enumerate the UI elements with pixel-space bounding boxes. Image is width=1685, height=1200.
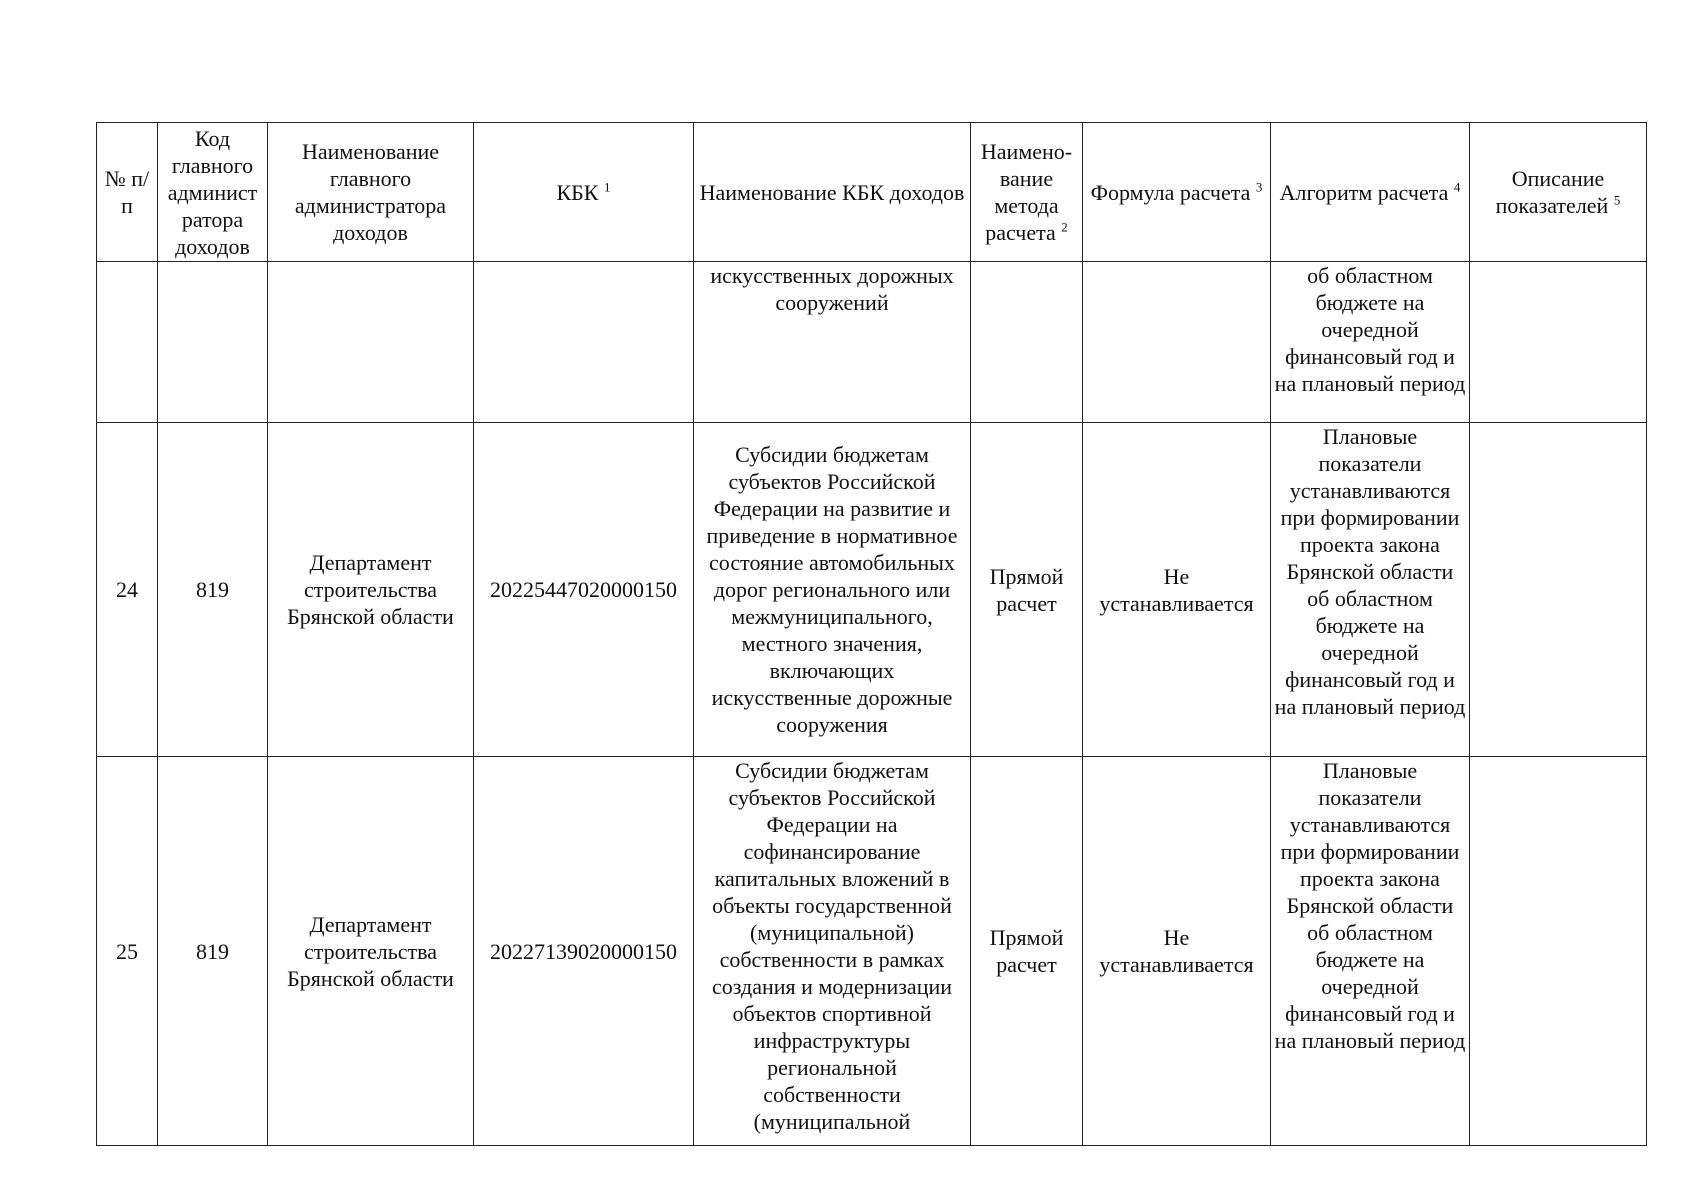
cell-formula: Не устанавливается xyxy=(1083,757,1271,1146)
header-admin-code: Код главного админист ратора доходов xyxy=(158,123,268,262)
header-description: Описание показателей $^5$ xyxy=(1470,123,1647,262)
footnote-1: 1 xyxy=(603,179,611,195)
cell-description xyxy=(1470,262,1647,423)
cell-admin-code: 819 xyxy=(158,757,268,1146)
cell-kbk: 20227139020000150 xyxy=(474,757,694,1146)
header-kbk: КБК $^1$ xyxy=(474,123,694,262)
header-algorithm: Алгоритм расчета $^4$ xyxy=(1271,123,1470,262)
cell-num xyxy=(97,262,158,423)
cell-kbk: 20225447020000150 xyxy=(474,423,694,757)
cell-num: 25 xyxy=(97,757,158,1146)
cell-description xyxy=(1470,423,1647,757)
footnote-4: 4 xyxy=(1453,179,1461,195)
cell-admin-code xyxy=(158,262,268,423)
table-row xyxy=(97,757,1647,1146)
cell-kbk-name: искусственных дорожных сооружений xyxy=(694,262,971,423)
cell-kbk-name: Субсидии бюджетам субъектов Российской Федерации на софинансирование капитальных вложений в объекты государственной (муниципальной) собственности в рамках создания и модернизации объектов спортивной инфраструктуры региональной собственности (муниципальной xyxy=(694,757,971,1146)
revenue-methods-table xyxy=(96,122,1647,1146)
header-formula: Формула расчета $^3$ xyxy=(1083,123,1271,262)
cell-admin-code: 819 xyxy=(158,423,268,757)
cell-method: Прямой расчет xyxy=(971,423,1083,757)
cell-formula xyxy=(1083,262,1271,423)
table-row xyxy=(97,423,1647,757)
footnote-2: 2 xyxy=(1061,219,1068,235)
cell-formula: Не устанавливается xyxy=(1083,423,1271,757)
footnote-5: 5 xyxy=(1613,192,1621,208)
cell-admin-name: Департамент строительства Брянской области xyxy=(268,757,474,1146)
cell-admin-name: Департамент строительства Брянской области xyxy=(268,423,474,757)
cell-admin-name xyxy=(268,262,474,423)
cell-num: 24 xyxy=(97,423,158,757)
table-header-row xyxy=(97,123,1647,262)
cell-method: Прямой расчет xyxy=(971,757,1083,1146)
cell-kbk-name: Субсидии бюджетам субъектов Российской Федерации на развитие и приведение в нормативное состояние автомобильных дорог регионального или межмуниципального, местного значения, включающих искусственные дорожные сооружения xyxy=(694,423,971,757)
cell-method xyxy=(971,262,1083,423)
header-method: Наимено-вание метода расчета $^2$ xyxy=(971,123,1083,262)
header-admin-name: Наименование главного администратора доходов xyxy=(268,123,474,262)
cell-algorithm: Плановые показатели устанавливаются при формировании проекта закона Брянской области об областном бюджете на очередной финансовый год и на плановый период xyxy=(1271,423,1470,757)
header-num: № п/п xyxy=(97,123,158,262)
footnote-3: 3 xyxy=(1255,179,1263,195)
header-kbk-name: Наименование КБК доходов xyxy=(694,123,971,262)
cell-algorithm: об областном бюджете на очередной финансовый год и на плановый период xyxy=(1271,262,1470,423)
cell-algorithm: Плановые показатели устанавливаются при формировании проекта закона Брянской области об областном бюджете на очередной финансовый год и на плановый период xyxy=(1271,757,1470,1146)
table-row-continuation xyxy=(97,262,1647,423)
cell-description xyxy=(1470,757,1647,1146)
cell-kbk xyxy=(474,262,694,423)
